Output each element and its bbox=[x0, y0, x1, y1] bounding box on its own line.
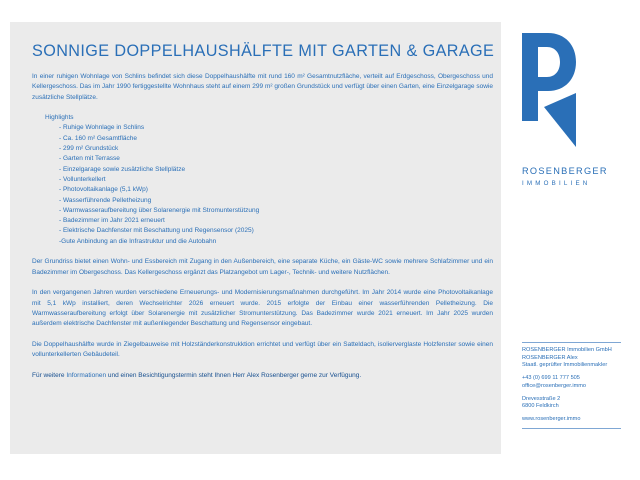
cta-suffix: und einen Besichtigungstermin steht Ihnen Herr Alex Rosenberger gerne zur Verfügung. bbox=[106, 371, 362, 379]
divider bbox=[522, 428, 621, 429]
intro-paragraph: In einer ruhigen Wohnlage von Schlins befindet sich diese Doppelhaushälfte mit rund 160 m² Gesamtnutzfläche, verteilt auf Erdgeschoss, Obergeschoss und Kellergeschoss. Das im Jahr 1990 fertiggestellte Wohnhaus steht auf einem 299 m² großen Grundstück und verfügt über einen Garten, eine Einzelgarage sowie zusätzliche Stellplätze. bbox=[32, 73, 493, 101]
cta-paragraph bbox=[32, 371, 493, 381]
contact-city: 6800 Feldkirch bbox=[522, 403, 559, 410]
highlight-item: - Badezimmer im Jahr 2021 erneuert bbox=[59, 217, 165, 225]
contact-person: ROSENBERGER Alex bbox=[522, 354, 578, 361]
contact-title: Staatl. geprüfter Immobilienmakler bbox=[522, 362, 608, 369]
highlight-item: - Wasserführende Pelletheizung bbox=[59, 196, 152, 204]
highlight-item: - Einzelgarage sowie zusätzliche Stellplätze bbox=[59, 165, 186, 173]
brand-subtitle: IMMOBILIEN bbox=[522, 180, 591, 187]
rosenberger-r-logo-icon bbox=[522, 33, 576, 147]
contact-email[interactable]: office@rosenberger.immo bbox=[522, 382, 587, 389]
cta-info-link[interactable]: Informationen bbox=[66, 371, 107, 379]
construction-paragraph: Die Doppelhaushälfte wurde in Ziegelbauweise mit Holzständerkonstrukktion errichtet und verfügt über ein Satteldach, isolierverglaste Holzfenster sowie einen vollunterkellerten Gebäudeteil. bbox=[32, 340, 493, 359]
highlight-item: -Gute Anbindung an die Infrastruktur und die Autobahn bbox=[59, 237, 217, 245]
description-body bbox=[32, 72, 493, 381]
highlight-item: - Warmwasseraufbereitung über Solarenergie mit Stromunterstützung bbox=[59, 206, 260, 214]
cta-prefix: Für weitere bbox=[32, 371, 67, 379]
highlights-heading: Highlights bbox=[45, 114, 74, 122]
brand-name: ROSENBERGER bbox=[522, 166, 608, 176]
page-title: SONNIGE DOPPELHAUSHÄLFTE MIT GARTEN & GARAGE bbox=[32, 42, 495, 60]
highlight-item: - Vollunterkellert bbox=[59, 175, 106, 183]
highlights-list bbox=[32, 123, 493, 247]
contact-company: ROSENBERGER Immobilien GmbH bbox=[522, 347, 612, 353]
highlight-item: - Elektrische Dachfenster mit Beschattung und Regensensor (2025) bbox=[59, 227, 254, 235]
contact-street: Drevesstraße 2 bbox=[522, 395, 561, 402]
expose-panel bbox=[10, 22, 501, 454]
contact-block bbox=[522, 342, 622, 429]
highlight-item: - Ca. 160 m² Gesamtfläche bbox=[59, 134, 138, 142]
renovation-paragraph: In den vergangenen Jahren wurden verschiedene Erneuerungs- und Modernisierungsmaßnahmen durchgeführt. Im Jahr 2014 wurde eine Photovoltaikanlage mit 5,1 kWp installiert, deren Wechselrichter 2026 erneuert wurde. 2015 erfolgte der Einbau einer wasserführenden Pelletheizung. Die Warmwasseraufbereitung erfolgt über Solarenergie mit zusätzlicher Stromunterstützung. Das Badezimmer wurde 2021 erneuert. Im Jahr 2025 wurden außerdem elektrische Dachfenster mit außenliegender Beschattung und Regensensor eingebaut. bbox=[32, 289, 493, 328]
contact-phone[interactable]: +43 (0) 699 11 777 505 bbox=[522, 375, 580, 382]
highlight-item: - Ruhige Wohnlage in Schlins bbox=[59, 124, 145, 132]
layout-paragraph: Der Grundriss bietet einen Wohn- und Essbereich mit Zugang in den Außenbereich, eine separate Küche, ein Gäste-WC sowie mehrere Schlafzimmer und ein Badezimmer im Obergeschoss. Das Kellergeschoss ergänzt das Platzangebot um Lager-, Technik- und weitere Nutzflächen. bbox=[32, 258, 493, 276]
divider bbox=[522, 342, 621, 343]
contact-website[interactable]: www.rosenberger.immo bbox=[522, 415, 581, 422]
highlight-item: - Photovoltaikanlage (5,1 kWp) bbox=[59, 186, 148, 194]
highlight-item: - Garten mit Terrasse bbox=[59, 155, 120, 163]
highlight-item: - 299 m² Grundstück bbox=[59, 145, 119, 153]
